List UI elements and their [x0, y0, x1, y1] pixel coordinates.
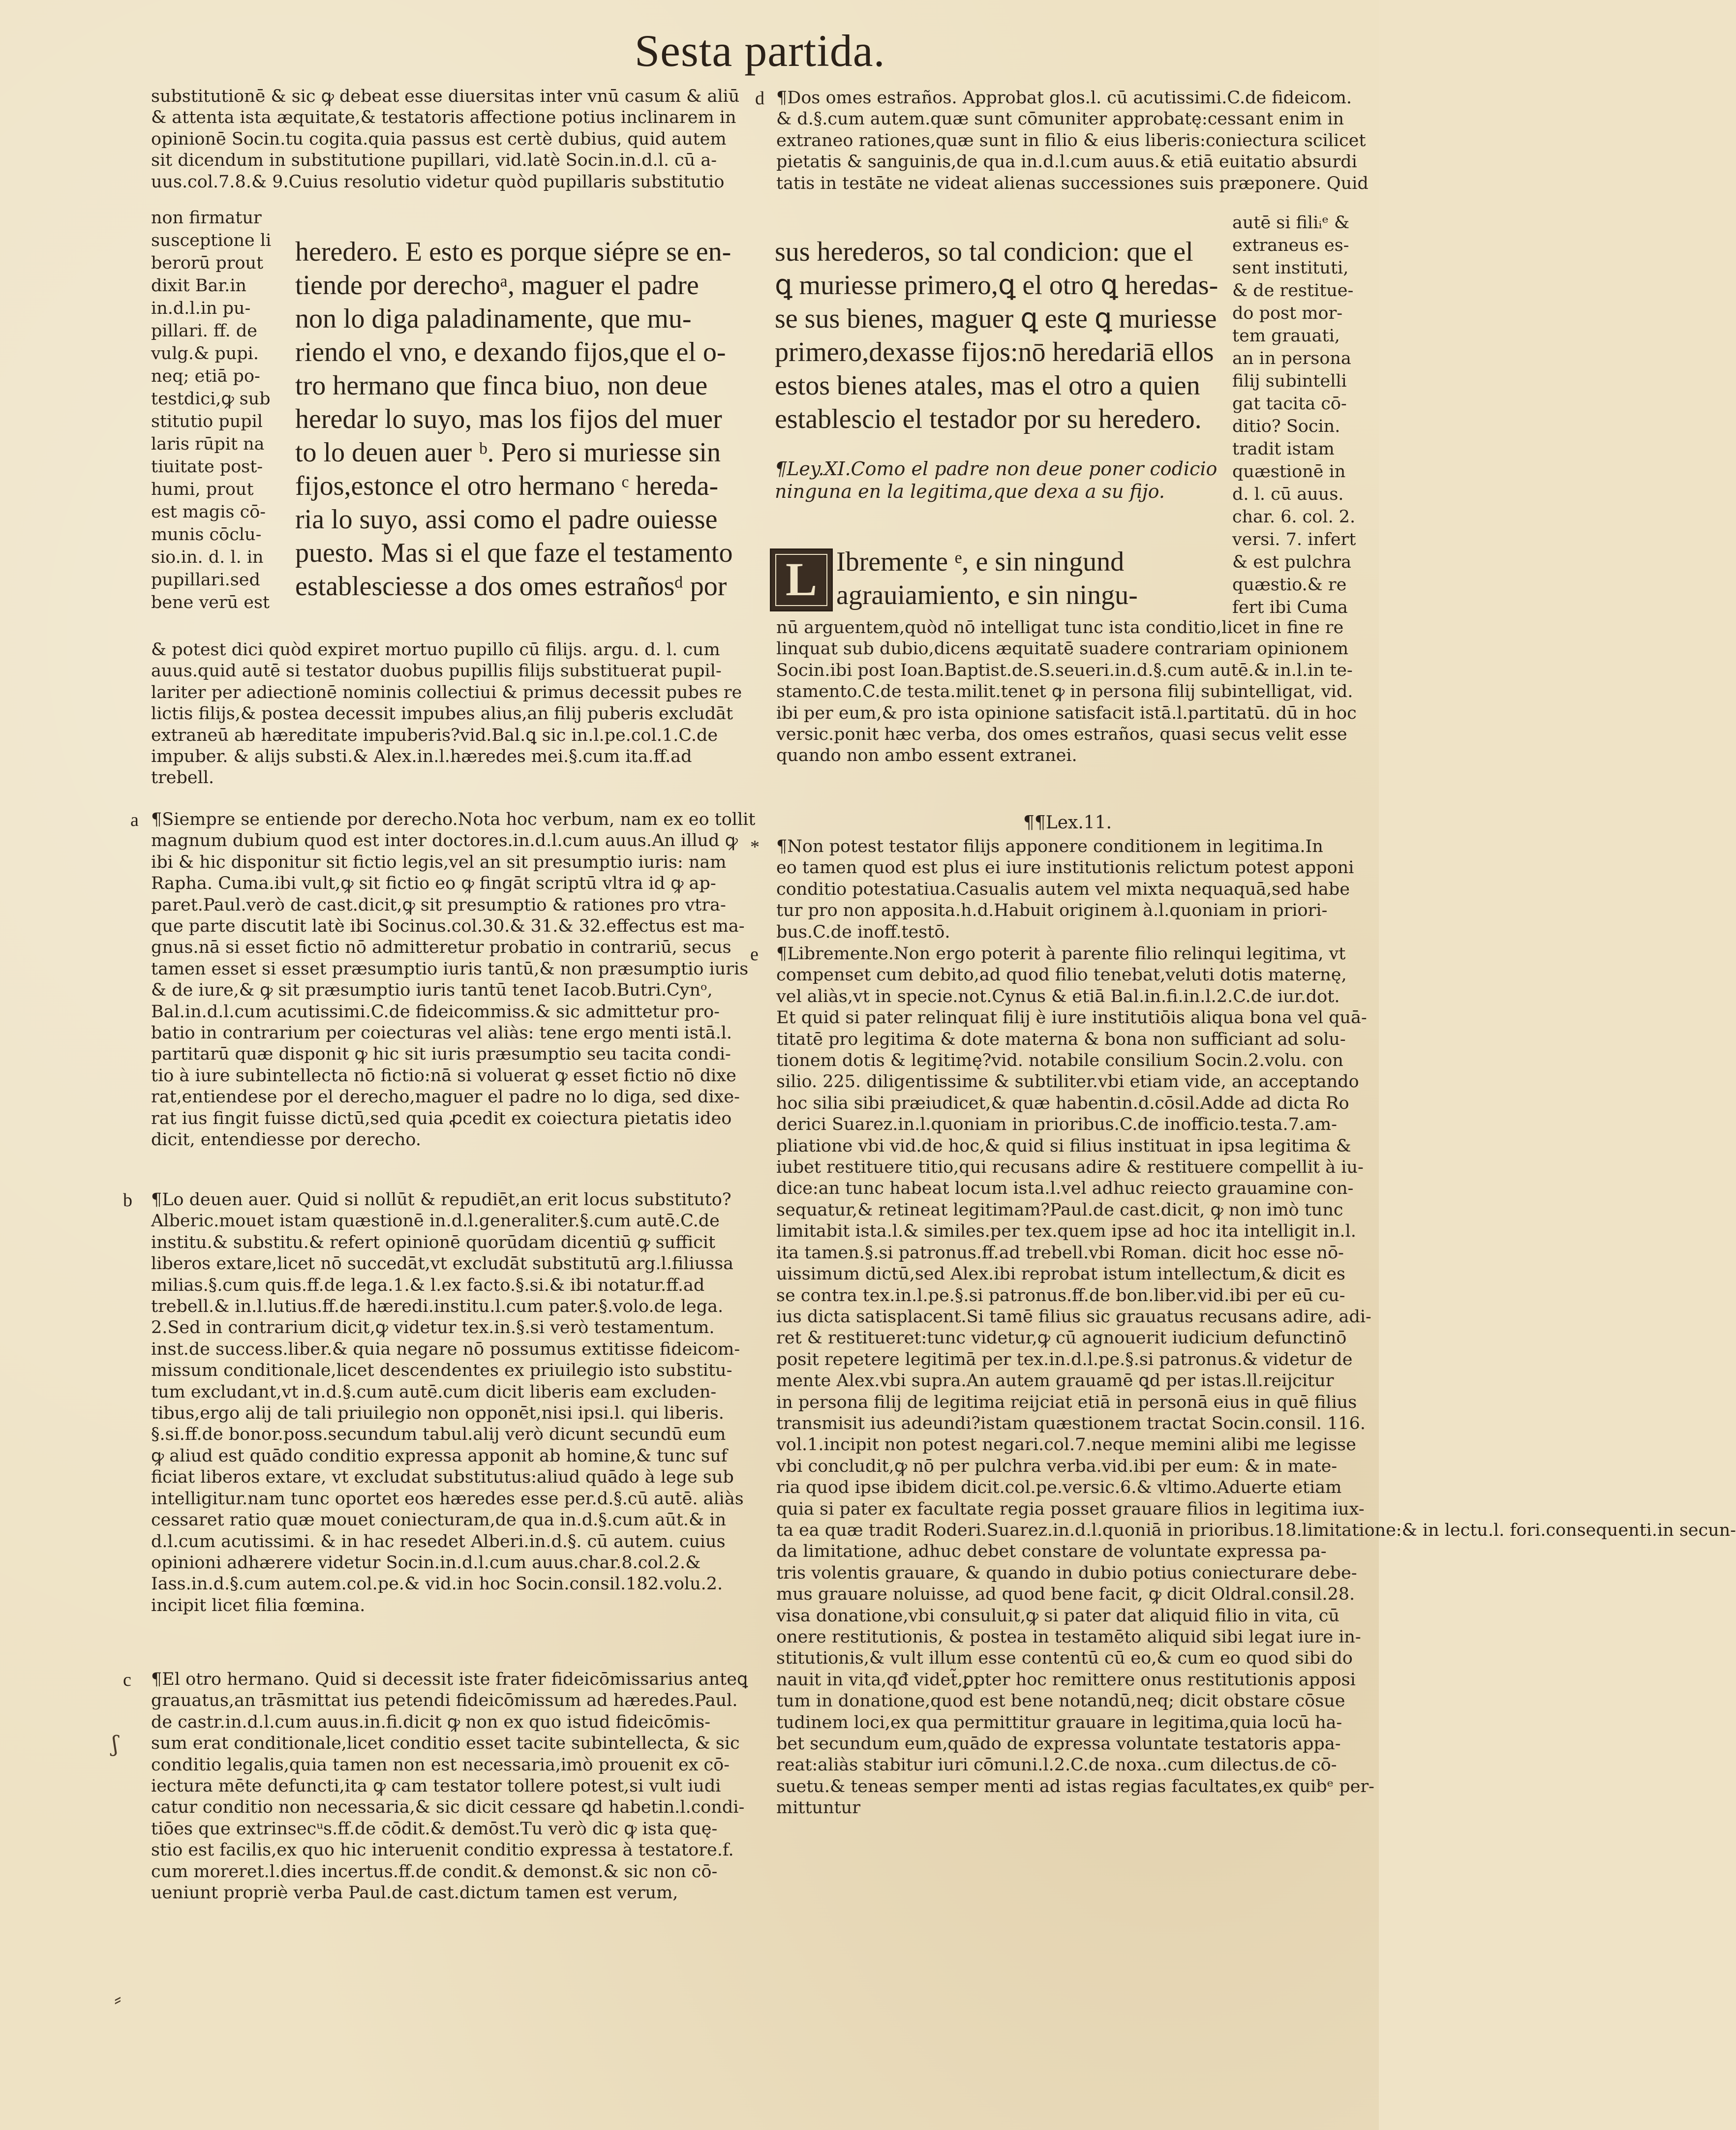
text-line: iectura mēte defuncti,ita ꝙ cam testator tollere potest,si vult iudi: [151, 1776, 721, 1796]
text-line: cessaret ratio quæ mouet coniecturam,de qua in.d.§.cum aūt.& in: [151, 1510, 726, 1530]
text-line: lariter per adiectionē nominis collectiui & primus decessit pubes re: [151, 682, 742, 702]
text-line: vulg.& pupi.: [151, 344, 259, 364]
text-line: milias.§.cum quis.ff.de lega.1.& l.ex facto.§.si.& ibi notatur.ff.ad: [151, 1275, 705, 1295]
text-line: extraneū ab hæreditate impuberis?vid.Bal.ꝗ sic in.l.pe.col.1.C.de: [151, 725, 718, 745]
text-line: transmisit ius adeundi?istam quæstionem tractat Socin.consil. 116.: [776, 1413, 1366, 1433]
text-line: heredero. E esto es porque siépre se en-: [295, 237, 731, 267]
text-line: tem grauati,: [1232, 326, 1340, 346]
text-line: ria lo suyo, assi como el padre ouiesse: [295, 504, 718, 535]
text-line: sus herederos, so tal condicion: que el: [775, 237, 1193, 267]
text-line: puesto. Mas si el que faze el testamento: [295, 538, 733, 568]
text-line: visa donatione,vbi consuluit,ꝙ si pater dat aliquid filio in vita, cū: [776, 1606, 1340, 1626]
text-line: ibi & hic disponitur sit fictio legis,vel an sit presumptio iuris: nam: [151, 852, 727, 872]
text-line: d.l.cum acutissimi. & in hac resedet Alberi.in.d.§. cū autem. cuius: [151, 1531, 726, 1552]
text-line: Socin.ibi post Ioan.Baptist.de.S.seueri.in.d.§.cum autē.& in.l.in te-: [776, 660, 1353, 680]
left-side-gloss: [151, 207, 274, 614]
text-line: quæstionē in: [1232, 462, 1346, 482]
text-line: stitutio pupil: [151, 412, 263, 431]
text-line: nauit in vita,qđ videt̃,ꝑpter hoc remittere onus restitutionis apposi: [776, 1670, 1356, 1690]
right-gloss-continued: [776, 617, 1357, 767]
text-line: ria quod ipse ibidem dicit.col.pe.versic.6.& vltimo.Aduerte etiam: [776, 1478, 1342, 1498]
text-line: lictis filijs,& postea decessit impubes alius,an filij puberis excludāt: [151, 704, 733, 724]
text-line: char. 6. col. 2.: [1232, 507, 1356, 527]
text-line: rat ius fingit fuisse dictū,sed quia ꝓcedit ex coiectura pietatis ideo: [151, 1108, 732, 1128]
text-line: que parte discutit latè ibi Socinus.col.30.& 31.& 32.effectus est ma-: [151, 916, 745, 937]
margin-mark: ⸗: [114, 1986, 122, 2011]
text-line: ¶Siempre se entiende por derecho.Nota hoc verbum, nam ex eo tollit: [151, 810, 756, 829]
text-line: intelligitur.nam tunc oportet eos hæredes esse per.d.§.cū autē. aliàs: [151, 1489, 744, 1509]
text-line: mus grauare noluisse, ad quod bene facit, ꝙ dicit Oldral.consil.28.: [776, 1584, 1355, 1605]
text-line: versi. 7. infert: [1232, 530, 1356, 549]
gloss-note-c: [151, 1669, 748, 1904]
text-line: extraneus es-: [1232, 236, 1349, 255]
text-line: 2.Sed in contrarium dicit,ꝙ videtur tex.in.§.si verò testamentum.: [151, 1318, 715, 1338]
text-line: pietatis & sanguinis,de qua in.d.l.cum auus.& etiā euitatio absurdi: [776, 152, 1357, 172]
text-line: de castr.in.d.l.cum auus.in.fi.dicit ꝙ non ex quo istud fideicōmis-: [151, 1712, 711, 1732]
text-line: filij subintelli: [1232, 371, 1347, 391]
text-line: tatis in testāte ne videat alienas successiones suis præponere. Quid: [776, 173, 1369, 193]
text-line: vel aliàs,vt in specie.not.Cynus & etiā Bal.in.fi.in.l.2.C.de iur.dot.: [776, 986, 1340, 1006]
text-line: sit dicendum in substitutione pupillari, vid.latè Socin.in.d.l. cū a-: [151, 151, 717, 171]
text-line: liberos extare,licet nō succedāt,vt excludāt substitutū arg.l.filiussa: [151, 1254, 734, 1274]
text-line: institu.& substitu.& refert opinionē quorūdam dicentiū ꝙ sufficit: [151, 1232, 716, 1252]
text-line: establesciesse a dos omes estrañosᵈ por: [295, 571, 727, 602]
text-line: munis cōclu-: [151, 525, 262, 545]
gloss-note-b: [151, 1189, 744, 1616]
text-line: grauatus,an trāsmittat ius petendi fideicōmissum ad hæredes.Paul.: [151, 1691, 738, 1711]
text-line: limitabit ista.l.& similes.per tex.quem ipse ad hoc ita intelligit in.l.: [776, 1221, 1356, 1242]
text-line: derici Suarez.in.l.quoniam in prioribus.C.de inofficio.testa.7.am-: [776, 1115, 1337, 1135]
text-line: stamento.C.de testa.milit.tenet ꝙ in persona filij subintelligat, vid.: [776, 682, 1353, 702]
text-line: hoc silia sibi præiudicet,& quæ habentin.d.cōsil.Adde ad dicta Ro: [776, 1093, 1349, 1113]
text-line: mente Alex.vbi supra.An autem grauamē ꝗd per istas.ll.reijcitur: [776, 1371, 1334, 1391]
text-line: gnus.nā si esset fictio nō admitteretur probatio in contrariū, secus: [151, 938, 731, 958]
text-line: & d.§.cum autem.quæ sunt cōmuniter approbatę:cessant enim in: [776, 109, 1344, 129]
text-line: stitutionis,& vult illum esse contentū cū eo,& cum eo quod sibi do: [776, 1648, 1353, 1669]
text-line: impuber. & alijs substi.& Alex.in.l.hæredes mei.§.cum ita.ff.ad: [151, 747, 692, 767]
text-line: auus.quid autē si testator duobus pupillis filijs substituerat pupil-: [151, 661, 722, 681]
text-line: tudinem loci,ex qua permittitur grauare in legitima,quia locū ha-: [776, 1712, 1342, 1733]
text-line: onere restitutionis, & postea in testamēto aliquid sibi legat iure in-: [776, 1627, 1361, 1647]
text-line: catur conditio non necessaria,& sic dicit cessare ꝗd habetin.l.condi-: [151, 1797, 745, 1818]
text-line: linquat sub dubio,dicens æquitatē suadere contrariam opinionem: [776, 639, 1349, 659]
text-line: berorū prout: [151, 253, 264, 273]
text-line: ita tamen.§.si patronus.ff.ad trebell.vbi Roman. dicit hoc esse nō-: [776, 1243, 1344, 1263]
initial-letter: L: [775, 554, 827, 606]
text-line: in.d.l.in pu-: [151, 299, 251, 318]
text-line: tum in donatione,quod est bene notandū,neq; dicit obstare cōsue: [776, 1691, 1345, 1711]
text-line: vol.1.incipit non potest negari.col.7.neque memini alibi me legisse: [776, 1435, 1356, 1455]
text-line: opinionē Socin.tu cogita.quia passus est certè dubius, quid autem: [151, 129, 727, 149]
text-line: tris volentis grauare, & quando in dubio potius coniecturare debe-: [776, 1563, 1357, 1583]
right-top-gloss: [776, 88, 1369, 194]
text-line: d. l. cū auus.: [1232, 485, 1344, 504]
text-line: sequatur,& retineat legitimam?Paul.de cast.dicit, ꝙ non imò tunc: [776, 1200, 1343, 1220]
note-marker-b: b: [123, 1190, 132, 1211]
text-line: & potest dici quòd expiret mortuo pupillo cū filijs. argu. d. l. cum: [151, 640, 720, 660]
text-line: ꝙ aliud est quādo conditio expressa apponit ab homine,& tunc suf: [151, 1446, 728, 1466]
text-line: ibi per eum,& pro ista opinione satisfacit istā.l.partitatū. dū in hoc: [776, 703, 1357, 723]
left-top-gloss: [151, 86, 740, 193]
text-line: ius dicta satisplacent.Si tamē filius sic grauatus recusans adire, adi-: [776, 1307, 1371, 1327]
text-line: da limitatione, adhuc debet constare de voluntate expressa pa-: [776, 1542, 1327, 1562]
text-line: uus.col.7.8.& 9.Cuius resolutio videtur quòd pupillaris substitutio: [151, 172, 725, 192]
text-line: & attenta ista æquitate,& testatoris affectione potius inclinarem in: [151, 108, 736, 128]
text-line: trebell.: [151, 768, 214, 788]
text-line: tradit istam: [1232, 439, 1335, 459]
right-side-gloss: [1232, 212, 1360, 619]
text-line: Rapha. Cuma.ibi vult,ꝙ sit fictio eo ꝙ fingāt scriptū vltra id ꝙ ap-: [151, 874, 716, 894]
left-gloss-continued: [151, 639, 742, 789]
margin-mark: ʃ: [112, 1732, 118, 1757]
text-line: establescio el testador por su heredero.: [775, 404, 1202, 434]
text-line: tamen esset si esset præsumptio iuris tantū,& non præsumptio iuris: [151, 959, 749, 979]
text-line: pillari. ff. de: [151, 321, 258, 341]
text-line: fert ibi Cuma: [1232, 598, 1348, 617]
text-line: sum erat conditionale,licet conditio esset tacite subintellecta, & sic: [151, 1734, 740, 1754]
text-line: Ibremente ᵉ, e sin ningund: [836, 547, 1125, 577]
text-line: tro hermano que finca biuo, non deue: [295, 370, 708, 401]
text-line: to lo deuen auer ᵇ. Pero si muriesse sin: [295, 437, 721, 468]
note-marker-a: a: [130, 810, 139, 830]
text-line: incipit licet filia fœmina.: [151, 1595, 365, 1615]
text-line: quando non ambo essent extranei.: [776, 746, 1077, 766]
text-line: mittuntur: [776, 1798, 860, 1818]
right-main-text: [775, 235, 1218, 436]
text-line: iubet restituere titio,qui recusans adire & restituere compellit à iu-: [776, 1157, 1364, 1178]
decorated-initial: [770, 548, 833, 611]
text-line: primero,dexasse fijos:nō heredariā ellos: [775, 337, 1214, 367]
page-title: Sesta partida.: [635, 26, 885, 76]
text-line: ¶Ley.XI.Como el padre non deue poner codicio: [775, 458, 1218, 480]
text-line: tionem dotis & legitimę?vid. notabile consilium Socin.2.volu. con: [776, 1051, 1343, 1071]
text-line: substitutionē & sic ꝙ debeat esse diuersitas inter vnū casum & aliū: [151, 87, 740, 106]
text-line: Iass.in.d.§.cum autem.col.pe.& vid.in hoc Socin.consil.182.volu.2.: [151, 1574, 723, 1594]
text-line: ueniunt propriè verba Paul.de cast.dictum tamen est verum,: [151, 1883, 678, 1903]
text-line: Alberic.mouet istam quæstionē in.d.l.generaliter.§.cum autē.C.de: [151, 1211, 720, 1231]
text-line: do post mor-: [1232, 304, 1343, 323]
text-line: reat:aliàs stabitur iuri cōmuni.l.2.C.de noxa..cum dilectus.de cō-: [776, 1755, 1337, 1775]
text-line: uissimum dictū,sed Alex.ibi reprobat istum intellectum,& dicit es: [776, 1264, 1345, 1284]
note-marker-e: e: [750, 944, 759, 965]
text-line: ꝗ muriesse primero,ꝗ el otro ꝗ heredas-: [775, 270, 1218, 301]
text-line: susceptione li: [151, 231, 272, 250]
text-line: non lo diga paladinamente, que mu-: [295, 304, 692, 334]
text-line: §.si.ff.de bonor.poss.secundum tabul.alij verò dicunt secundū eum: [151, 1425, 726, 1445]
text-line: neq; etiā po-: [151, 366, 260, 386]
text-line: in persona filij de legitima reijciat etiā in personā eius in quē filius: [776, 1392, 1357, 1412]
text-line: pliatione vbi vid.de hoc,& quid si filius instituat in ipsa legitima &: [776, 1136, 1351, 1156]
text-line: ret & restitueret:tunc videtur,ꝙ cū agnouerit iudicium defunctinō: [776, 1328, 1347, 1348]
text-line: ditio? Socin.: [1232, 417, 1340, 436]
text-line: titatē pro legitima & dote materna & bona non sufficiant ad solu-: [776, 1029, 1346, 1049]
text-line: rat,entiendese por el derecho,maguer el padre no lo diga, sed dixe-: [151, 1087, 740, 1107]
text-line: eo tamen quod est plus ei iure institutionis relictum potest apponi: [776, 858, 1354, 878]
text-line: gat tacita cō-: [1232, 394, 1347, 414]
text-line: conditio potestatiua.Casualis autem vel mixta nequaquā,sed habe: [776, 879, 1350, 899]
text-line: versic.ponit hæc verba, dos omes estraños, quasi secus velit esse: [776, 725, 1347, 745]
text-line: quia si pater ex facultate regia posset grauare filios in legitima iux-: [776, 1499, 1365, 1519]
text-line: extraneo rationes,quæ sunt in filio & eius liberis:coniectura scilicet: [776, 130, 1366, 151]
text-line: tio à iure subintellecta nō fictio:nā si voluerat ꝙ esset fictio nō dixe: [151, 1065, 736, 1086]
text-line: cum moreret.l.dies incertus.ff.de condit.& demonst.& sic non cō-: [151, 1861, 718, 1882]
text-line: tiōes que extrinsecᵘs.ff.de cōdit.& demōst.Tu verò dic ꝙ ista quę-: [151, 1819, 718, 1839]
gloss-note-star: [776, 836, 1357, 943]
text-line: opinioni adhærere videtur Socin.in.d.l.cum auus.char.8.col.2.&: [151, 1552, 701, 1573]
text-line: se contra tex.in.l.pe.§.si patronus.ff.de bon.liber.vid.ibi per eū cu-: [776, 1285, 1345, 1306]
text-line: trebell.& in.l.lutius.ff.de hæredi.institu.l.cum pater.§.volo.de lega.: [151, 1297, 724, 1317]
gloss-note-e: [776, 943, 1736, 1819]
text-line: se sus bienes, maguer ꝗ este ꝗ muriesse: [775, 304, 1217, 334]
text-line: Bal.in.d.l.cum acutissimi.C.de fideicommiss.& sic admittetur pro-: [151, 1002, 720, 1022]
text-line: an in persona: [1232, 349, 1351, 368]
text-line: magnum dubium quod est inter doctores.in.d.l.cum auus.An illud ꝙ: [151, 831, 738, 851]
text-line: inst.de success.liber.& quia negare nō possumus extitisse fideicom-: [151, 1339, 740, 1359]
text-line: batio in contrarium per coiecturas vel aliàs: tene ergo menti istā.l.: [151, 1023, 732, 1043]
text-line: humi, prout: [151, 480, 254, 499]
text-line: tiende por derechoᵃ, maguer el padre: [295, 270, 699, 301]
text-line: fijos,estonce el otro hermano ᶜ hereda-: [295, 471, 719, 501]
text-line: silio. 225. diligentissime & subtiliter.vbi etiam vide, an acceptando: [776, 1072, 1359, 1092]
text-line: ta ea quæ tradit Roderi.Suarez.in.d.l.quoniā in prioribus.18.limitatione:& in lectu.l. fori.consequenti.in secun-: [776, 1520, 1736, 1540]
text-line: ninguna en la legitima,que dexa a su fijo.: [775, 481, 1165, 502]
text-line: sio.in. d. l. in: [151, 548, 264, 567]
text-line: compenset cum debito,ad quod filio tenebat,veluti dotis maternę,: [776, 965, 1347, 985]
text-line: Et quid si pater relinquat filij è iure institutiōis aliqua bona vel quā-: [776, 1008, 1367, 1028]
text-line: suetu.& teneas semper menti ad istas regias facultates,ex quibᵉ per-: [776, 1776, 1374, 1796]
text-line: vbi concludit,ꝙ nō per pulchra verba.vid.ibi per eum: & in mate-: [776, 1456, 1338, 1476]
text-line: nū arguentem,quòd nō intelligat tunc ista conditio,licet in fine re: [776, 618, 1344, 638]
text-line: agrauiamiento, e sin ningu-: [836, 580, 1138, 610]
text-line: ¶Dos omes estraños. Approbat glos.l. cū acutissimi.C.de fideicom.: [776, 88, 1352, 108]
note-marker-star: *: [750, 837, 760, 857]
text-line: missum conditionale,licet descendentes ex priuilegio isto substitu-: [151, 1361, 732, 1381]
text-line: heredar lo suyo, mas los fijos del muer: [295, 404, 722, 434]
text-line: laris rūpit na: [151, 434, 265, 454]
text-line: bus.C.de inoff.testō.: [776, 922, 950, 942]
text-line: riendo el vno, e dexando fijos,que el o-: [295, 337, 726, 367]
gloss-note-a: [151, 809, 756, 1151]
text-line: dice:an tunc habeat locum ista.l.vel adhuc reiecto grauamine con-: [776, 1179, 1354, 1199]
text-line: ¶Non potest testator filijs apponere conditionem in legitima.In: [776, 837, 1323, 856]
ley-title: [775, 457, 1227, 503]
text-line: ¶Lo deuen auer. Quid si nollūt & repudiēt,an erit locus substituto?: [151, 1190, 731, 1210]
text-line: & est pulchra: [1232, 552, 1352, 572]
text-line: bet secundum eum,quādo de expressa voluntate testatoris appa-: [776, 1734, 1341, 1754]
ley-text: [836, 545, 1230, 612]
text-line: ficiat liberos extare, vt excludat substitutus:aliud quādo à lege sub: [151, 1467, 734, 1488]
text-line: posit repetere legitimā per tex.in.d.l.pe.§.si patronus.& videtur de: [776, 1349, 1353, 1369]
text-line: sent instituti,: [1232, 258, 1349, 278]
text-line: tiuitate post-: [151, 457, 263, 477]
text-line: ¶Libremente.Non ergo poterit à parente filio relinqui legitima, vt: [776, 944, 1346, 964]
text-line: partitarū quæ disponit ꝙ hic sit iuris præsumptio seu tacita condi-: [151, 1044, 731, 1065]
text-line: & de iure,& ꝙ sit præsumptio iuris tantū tenet Iacob.Butri.Cynᵒ,: [151, 980, 713, 1001]
note-marker-c: c: [123, 1670, 131, 1690]
text-line: tum excludant,vt in.d.§.cum autē.cum dicit liberis eam excluden-: [151, 1382, 717, 1402]
text-line: pupillari.sed: [151, 570, 260, 590]
text-line: est magis cō-: [151, 502, 266, 522]
lex-mark: ¶¶Lex.11.: [1023, 813, 1112, 833]
note-marker-d: d: [755, 88, 764, 109]
text-line: tur pro non apposita.h.d.Habuit originem à.l.quoniam in priori-: [776, 901, 1328, 921]
text-line: ¶El otro hermano. Quid si decessit iste frater fideicōmissarius anteꝗ: [151, 1670, 748, 1689]
text-line: paret.Paul.verò de cast.dicit,ꝙ sit presumptio & rationes pro vtra-: [151, 895, 726, 915]
text-line: bene verū est: [151, 593, 270, 612]
text-line: testdici,ꝙ sub: [151, 389, 271, 409]
text-line: dixit Bar.in: [151, 276, 247, 296]
text-line: autē si filiᵢᵉ &: [1232, 213, 1350, 233]
left-main-text: [295, 235, 733, 603]
text-line: non firmatur: [151, 208, 262, 228]
text-line: tibus,ergo alij de tali priuilegio non opponēt,nisi ipsi.l. qui liberis.: [151, 1403, 724, 1424]
text-line: conditio legalis,quia tamen non est necessaria,imò prouenit ex cō-: [151, 1755, 730, 1775]
text-line: estos bienes atales, mas el otro a quien: [775, 370, 1200, 401]
text-line: stio est facilis,ex quo hic interuenit conditio expressa à testatore.f.: [151, 1840, 734, 1860]
text-line: & de restitue-: [1232, 281, 1354, 301]
text-line: quæstio.& re: [1232, 575, 1347, 595]
text-line: dicit, entendiesse por derecho.: [151, 1130, 421, 1150]
